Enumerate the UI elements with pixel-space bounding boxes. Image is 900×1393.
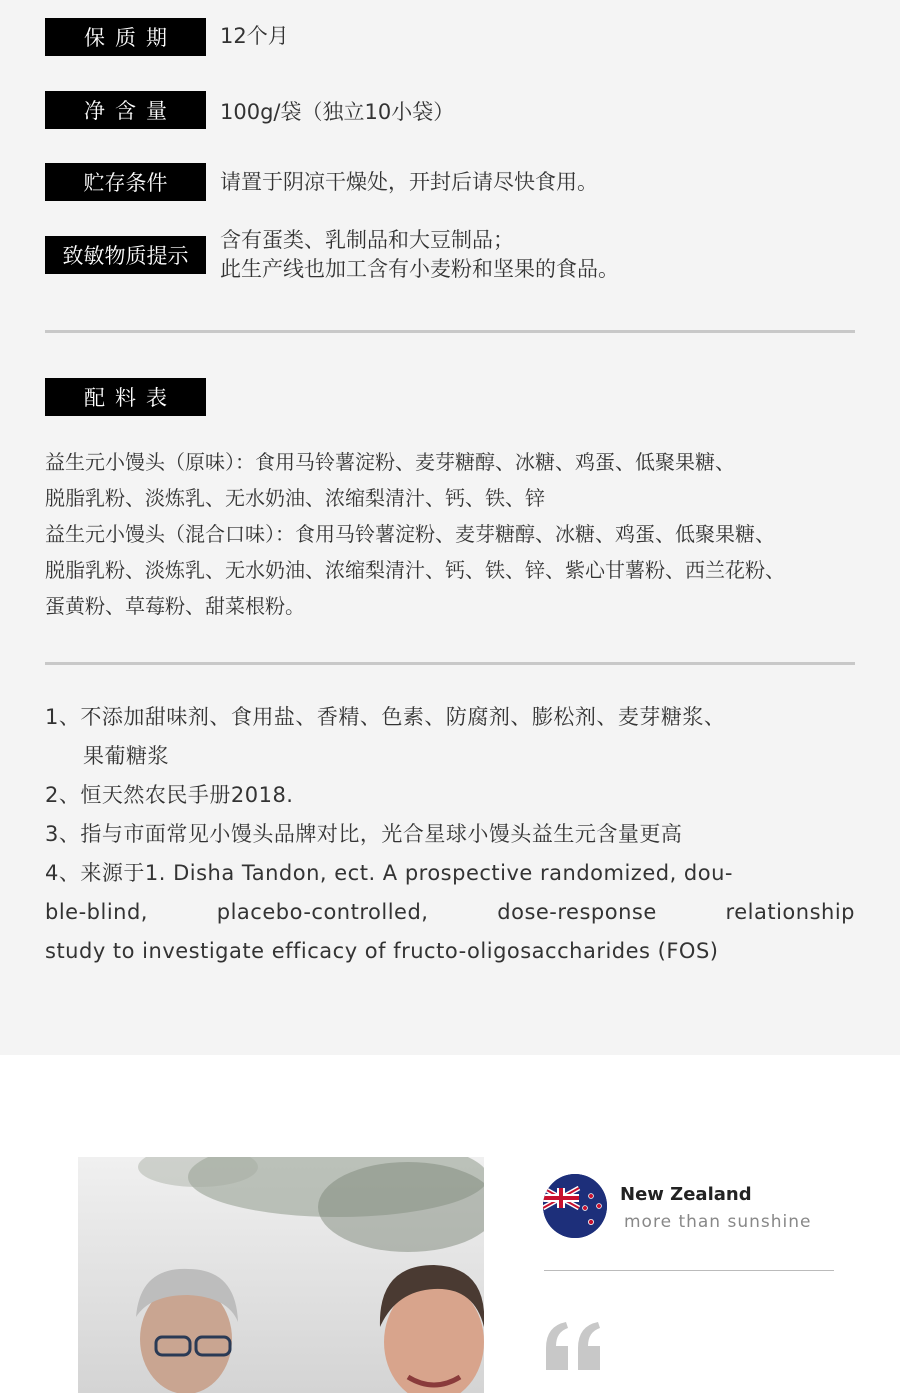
ingredients-line: 益生元小馒头（混合口味）：食用马铃薯淀粉、麦芽糖醇、冰糖、鸡蛋、低聚果糖、 bbox=[45, 522, 775, 546]
allergen-value bbox=[220, 226, 619, 284]
footnote-1-cont: 果葡糖浆 bbox=[83, 744, 169, 768]
shelf-life-label: 保质期 bbox=[45, 18, 206, 56]
quote-mark-icon bbox=[542, 1318, 606, 1378]
ingredients-line: 脱脂乳粉、淡炼乳、无水奶油、浓缩梨清汁、钙、铁、锌、紫心甘薯粉、西兰花粉、 bbox=[45, 558, 785, 582]
storage-value: 请置于阴凉干燥处，开封后请尽快食用。 bbox=[220, 170, 598, 194]
ingredients-label: 配料表 bbox=[45, 378, 206, 416]
ingredients-line: 脱脂乳粉、淡炼乳、无水奶油、浓缩梨清汁、钙、铁、锌 bbox=[45, 486, 545, 510]
section-divider bbox=[45, 330, 855, 333]
footnote-4-cont: study to investigate efficacy of fructo-oligosaccharides (FOS) bbox=[45, 939, 719, 963]
net-weight-value: 100g/袋（独立10小袋） bbox=[220, 100, 455, 124]
farmers-photo bbox=[78, 1157, 484, 1393]
footnote-4-cont: ble-blind, placebo-controlled, dose-response relationship bbox=[45, 900, 855, 924]
footnote-1: 1、不添加甜味剂、食用盐、香精、色素、防腐剂、膨松剂、麦芽糖浆、 bbox=[45, 705, 726, 729]
quote-mark-graphic bbox=[542, 1318, 606, 1374]
new-zealand-flag-icon bbox=[543, 1174, 607, 1238]
section-divider bbox=[45, 662, 855, 665]
shelf-life-value: 12个月 bbox=[220, 24, 289, 48]
origin-divider bbox=[544, 1270, 834, 1271]
ingredients-list bbox=[45, 444, 865, 624]
footnote-3: 3、指与市面常见小馒头品牌对比，光合星球小馒头益生元含量更高 bbox=[45, 822, 683, 846]
ingredients-line: 益生元小馒头（原味）：食用马铃薯淀粉、麦芽糖醇、冰糖、鸡蛋、低聚果糖、 bbox=[45, 450, 735, 474]
allergen-line: 此生产线也加工含有小麦粉和坚果的食品。 bbox=[220, 257, 619, 281]
brand-origin-subtitle: more than sunshine bbox=[624, 1212, 812, 1232]
footnote-4: 4、来源于1. Disha Tandon, ect. A prospective randomized, dou- bbox=[45, 861, 733, 885]
footnotes bbox=[45, 698, 855, 971]
ingredients-line: 蛋黄粉、草莓粉、甜菜根粉。 bbox=[45, 594, 305, 618]
brand-origin-title: New Zealand bbox=[620, 1184, 752, 1205]
storage-label: 贮存条件 bbox=[45, 163, 206, 201]
farmers-photo-illustration bbox=[78, 1157, 484, 1393]
net-weight-label: 净含量 bbox=[45, 91, 206, 129]
new-zealand-flag-graphic bbox=[543, 1174, 607, 1238]
allergen-label: 致敏物质提示 bbox=[45, 236, 206, 274]
allergen-line: 含有蛋类、乳制品和大豆制品； bbox=[220, 228, 514, 252]
footnote-2: 2、恒天然农民手册2018. bbox=[45, 783, 294, 807]
